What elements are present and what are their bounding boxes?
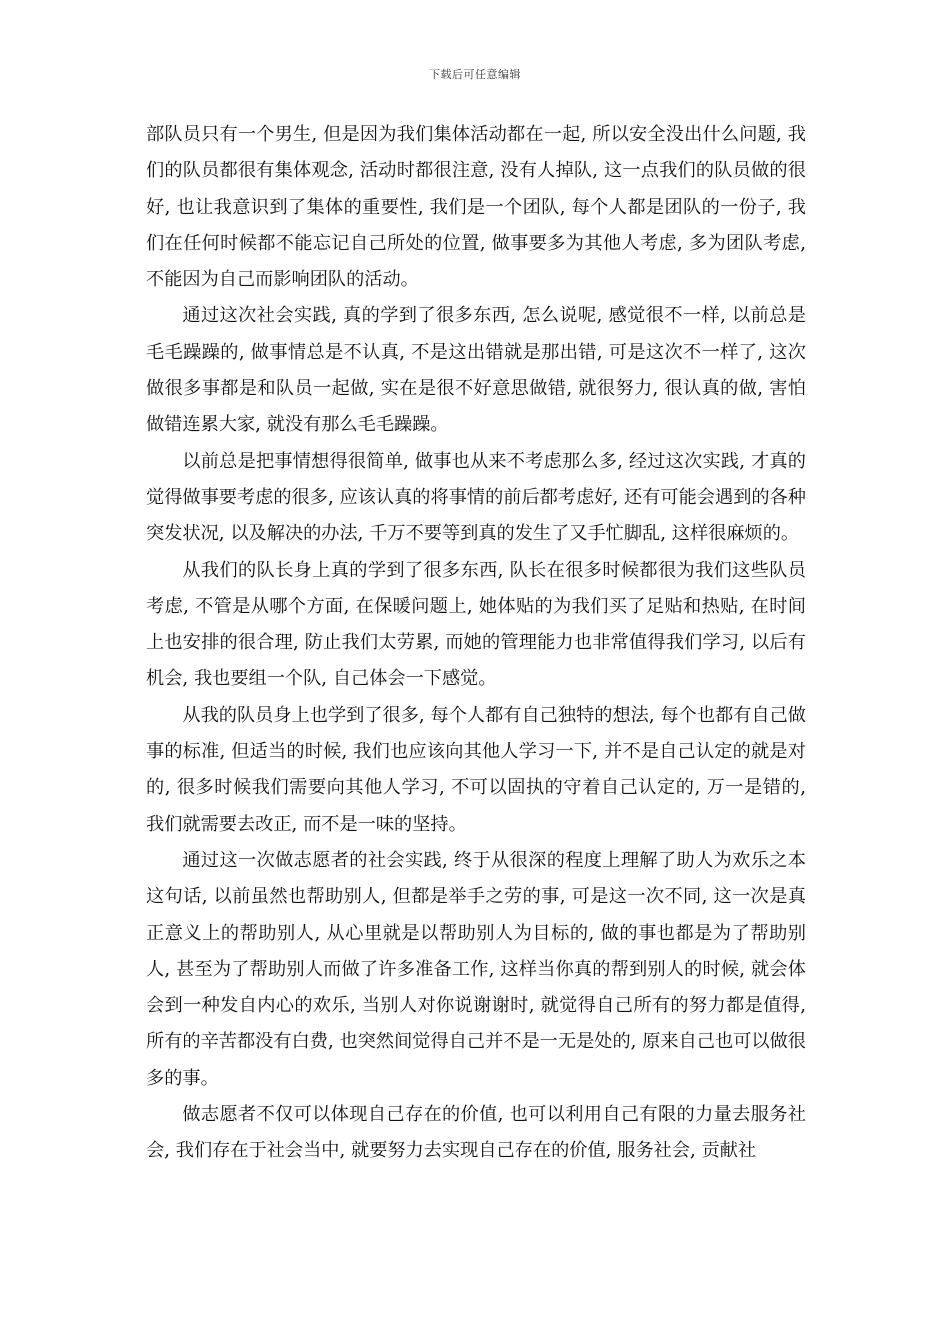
paragraph-2: 通过这次社会实践, 真的学到了很多东西, 怎么说呢, 感觉很不一样, 以前总是毛毛躁躁的, 做事情总是不认真, 不是这出错就是那出错, 可是这次不一样了, 这次做很多事都是和队员一起做, 实在是很不好意思做错, 就很努力, 很认真的做, 害怕做错连累大家, 就没有那么毛毛躁躁。 xyxy=(146,305,806,436)
document-body xyxy=(146,117,806,1170)
paragraph-7: 做志愿者不仅可以体现自己存在的价值, 也可以利用自己有限的力量去服务社会, 我们存在于社会当中, 就要努力去实现自己存在的价值, 服务社会, 贡献社 xyxy=(146,1104,806,1162)
paragraph-5: 从我的队员身上也学到了很多, 每个人都有自己独特的想法, 每个也都有自己做事的标准, 但适当的时候, 我们也应该向其他人学习一下, 并不是自己认定的就是对的, 很多时候我们需要向其他人学习, 不可以固执的守着自己认定的, 万一是错的, 我们就需要去改正, 而不是一味的坚持。 xyxy=(146,704,806,835)
paragraph-3: 以前总是把事情想得很简单, 做事也从来不考虑那么多, 经过这次实践, 才真的觉得做事要考虑的很多, 应该认真的将事情的前后都考虑好, 还有可能会遇到的各种突发状况, 以及解决的办法, 千万不要等到真的发生了又手忙脚乱, 这样很麻烦的。 xyxy=(146,450,806,545)
paragraph-4: 从我们的队长身上真的学到了很多东西, 队长在很多时候都很为我们这些队员考虑, 不管是从哪个方面, 在保暖问题上, 她体贴的为我们买了足贴和热贴, 在时间上也安排的很合理, 防止我们太劳累, 而她的管理能力也非常值得我们学习, 以后有机会, 我也要组一个队, 自己体会一下感觉。 xyxy=(146,559,806,690)
paragraph-1: 部队员只有一个男生, 但是因为我们集体活动都在一起, 所以安全没出什么问题, 我们的队员都很有集体观念, 活动时都很注意, 没有人掉队, 这一点我们的队员做的很好, 也让我意识到了集体的重要性, 我们是一个团队, 每个人都是团队的一份子, 我们在任何时候都不能忘记自己所处的位置, 做事要多为其他人考虑, 多为团队考虑, 不能因为自己而影响团队的活动。 xyxy=(146,124,806,291)
page-header: 下载后可任意编辑 xyxy=(429,68,521,81)
paragraph-6: 通过这一次做志愿者的社会实践, 终于从很深的程度上理解了助人为欢乐之本这句话, 以前虽然也帮助别人, 但都是举手之劳的事, 可是这一次不同, 这一次是真正意义上的帮助别人, 从心里就是以帮助别人为目标的, 做的事也都是为了帮助别人, 甚至为了帮助别人而做了许多准备工作, 这样当你真的帮到别人的时候, 就会体会到一种发自内心的欢乐, 当别人对你说谢谢时, 就觉得自己所有的努力都是值得, 所有的辛苦都没有白费, 也突然间觉得自己并不是一无是处的, 原来自己也可以做很多的事。 xyxy=(146,849,806,1089)
